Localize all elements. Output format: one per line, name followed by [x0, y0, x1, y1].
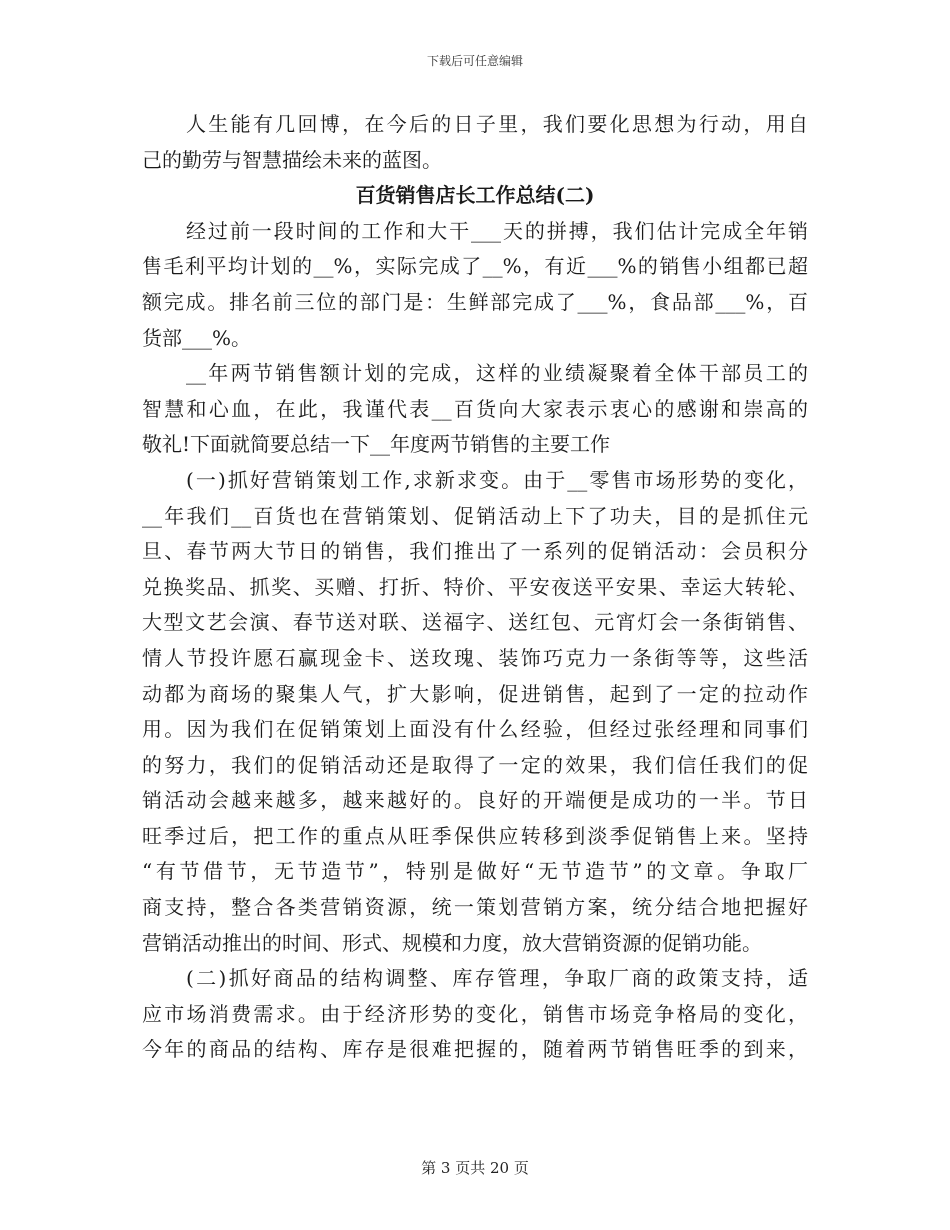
- text-line: (一)抓好营销策划工作,求新求变。由于__零售市场形势的变化，: [186, 467, 808, 492]
- text-line: 货部___%。: [142, 325, 252, 350]
- page-number-footer: 第 3 页共 20 页: [421, 1159, 529, 1177]
- text-line: 售毛利平均计划的__%，实际完成了__%，有近___%的销售小组都已超: [142, 254, 808, 279]
- document-body: [142, 107, 808, 1068]
- text-line: 营销活动推出的时间、形式、规模和力度，放大营销资源的促销功能。: [142, 930, 762, 955]
- text-line: 智慧和心血，在此，我谨代表__百货向大家表示衷心的感谢和崇高的: [142, 396, 808, 421]
- text-line: 情人节投许愿石赢现金卡、送玫瑰、装饰巧克力一条街等等，这些活: [142, 645, 808, 670]
- text-line: 动都为商场的聚集人气，扩大影响，促进销售，起到了一定的拉动作: [142, 681, 808, 706]
- text-line: __年两节销售额计划的完成，这样的业绩凝聚着全体干部员工的: [186, 361, 808, 386]
- text-line: 的努力，我们的促销活动还是取得了一定的效果，我们信任我们的促: [142, 752, 808, 777]
- text-line: 额完成。排名前三位的部门是：生鲜部完成了___%，食品部___%，百: [142, 289, 808, 314]
- text-line: 旦、春节两大节日的销售，我们推出了一系列的促销活动：会员积分: [142, 539, 808, 564]
- text-line: 应市场消费需求。由于经济形势的变化，销售市场竞争格局的变化，: [142, 1001, 808, 1026]
- text-line: 用。因为我们在促销策划上面没有什么经验，但经过张经理和同事们: [142, 717, 808, 742]
- text-line: 大型文艺会演、春节送对联、送福字、送红包、元宵灯会一条街销售、: [142, 610, 808, 635]
- text-line: 今年的商品的结构、库存是很难把握的，随着两节销售旺季的到来，: [142, 1037, 808, 1062]
- text-line: 人生能有几回博，在今后的日子里，我们要化思想为行动，用自: [186, 112, 808, 136]
- text-line: 销活动会越来越多，越来越好的。良好的开端便是成功的一半。节日: [142, 788, 808, 813]
- text-line: 兑换奖品、抓奖、买赠、打折、特价、平安夜送平安果、幸运大转轮、: [142, 574, 808, 599]
- section-title: 百货销售店长工作总结(二): [355, 183, 595, 208]
- text-line: “有节借节，无节造节”，特别是做好“无节造节”的文章。争取厂: [142, 859, 808, 884]
- text-line: 经过前一段时间的工作和大干___天的拼搏，我们估计完成全年销: [186, 218, 808, 243]
- text-line: 己的勤劳与智慧描绘未来的蓝图。: [142, 147, 442, 172]
- text-line: 旺季过后，把工作的重点从旺季保供应转移到淡季促销售上来。坚持: [142, 823, 808, 848]
- text-line: 商支持，整合各类营销资源，统一策划营销方案，统分结合地把握好: [142, 895, 808, 920]
- text-line: 敬礼!下面就简要总结一下__年度两节销售的主要工作: [142, 432, 611, 457]
- header-note: 下载后可任意编辑: [426, 54, 523, 68]
- text-line: (二)抓好商品的结构调整、库存管理，争取厂商的政策支持，适: [186, 966, 808, 991]
- text-line: __年我们__百货也在营销策划、促销活动上下了功夫，目的是抓住元: [142, 503, 808, 528]
